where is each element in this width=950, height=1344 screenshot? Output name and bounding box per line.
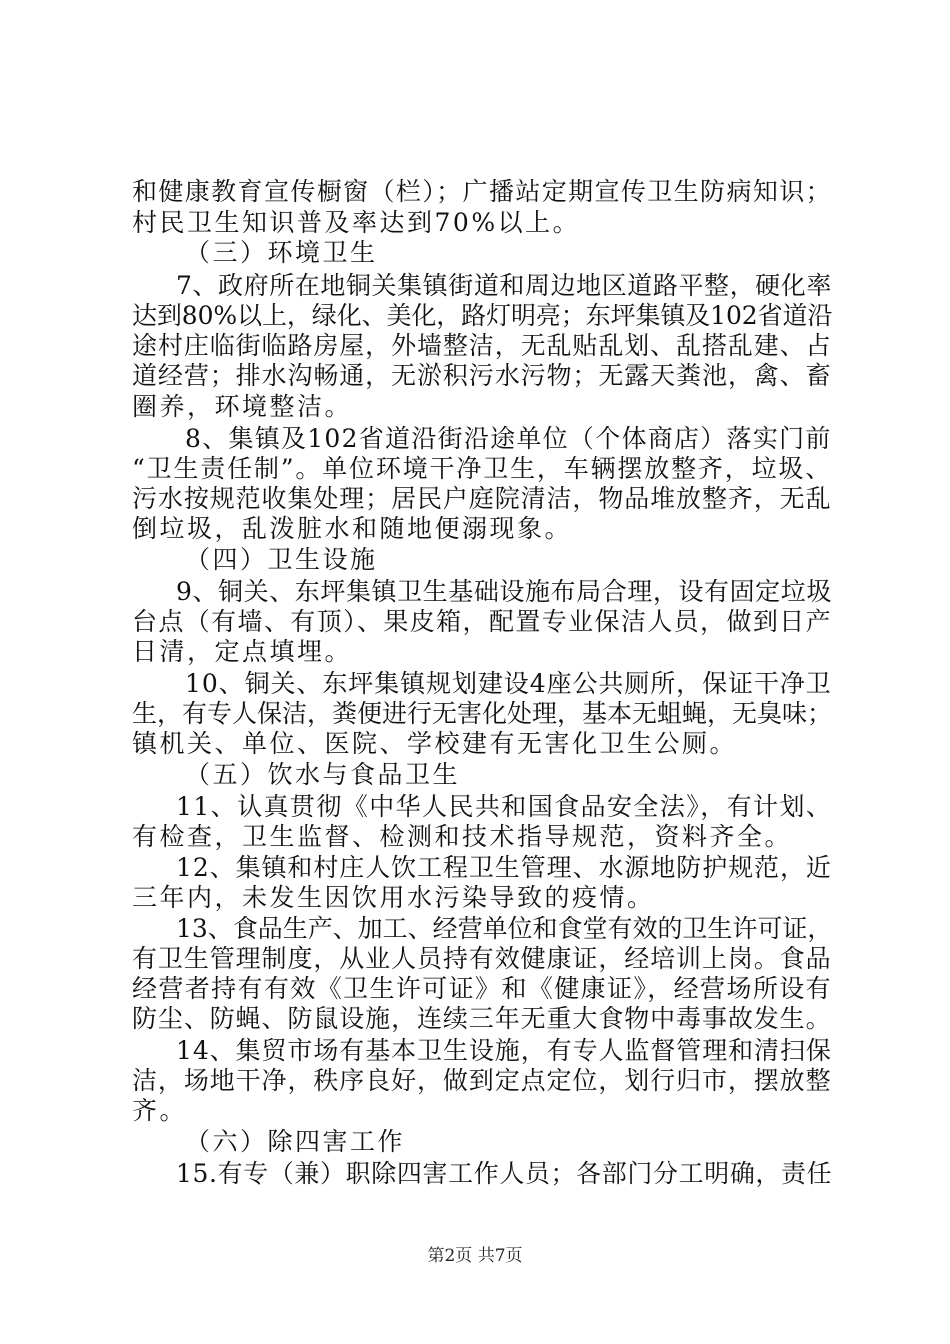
text-line: 道经营；排水沟畅通，无淤积污水污物；无露天粪池，禽、畜 — [132, 361, 832, 390]
text-line: 洁，场地干净，秩序良好，做到定点定位，划行归市，摆放整 — [132, 1066, 832, 1095]
text-line: 有检查，卫生监督、检测和技术指导规范，资料齐全。 — [132, 822, 793, 851]
text-line: 三年内，未发生因饮用水污染导致的疫情。 — [132, 883, 655, 912]
text-line: 污水按规范收集处理；居民户庭院清洁，物品堆放整齐，无乱 — [132, 484, 832, 513]
text-line: 7、政府所在地铜关集镇街道和周边地区道路平整，硬化率 — [176, 271, 832, 300]
text-line: 8、集镇及102省道沿街沿途单位（个体商店）落实门前 — [185, 424, 832, 453]
text-line: 防尘、防蝇、防鼠设施，连续三年无重大食物中毒事故发生。 — [132, 1004, 832, 1033]
text-line: 经营者持有有效《卫生许可证》和《健康证》，经营场所设有 — [132, 974, 833, 1003]
section-heading: （五）饮水与食品卫生 — [185, 760, 461, 789]
text-line: 有卫生管理制度，从业人员持有效健康证，经培训上岗。食品 — [132, 944, 832, 973]
text-line: 齐。 — [132, 1096, 188, 1125]
text-line: 日清，定点填埋。 — [132, 637, 353, 666]
text-line: 达到80%以上，绿化、美化，路灯明亮；东坪集镇及102省道沿 — [132, 301, 833, 330]
text-line: 9、铜关、东坪集镇卫生基础设施布局合理，设有固定垃圾 — [176, 577, 832, 606]
text-line: 10、铜关、东坪集镇规划建设4座公共厕所，保证干净卫 — [185, 669, 832, 698]
text-line: 台点（有墙、有顶）、果皮箱，配置专业保洁人员，做到日产 — [132, 607, 833, 636]
text-line: 圈养，环境整洁。 — [132, 392, 353, 421]
section-heading: （六）除四害工作 — [185, 1127, 406, 1156]
text-line: 13、食品生产、加工、经营单位和食堂有效的卫生许可证， — [176, 914, 833, 943]
text-line: 11、认真贯彻《中华人民共和国食品安全法》，有计划、 — [176, 792, 833, 821]
text-line: 途村庄临街临路房屋，外墙整洁，无乱贴乱划、乱搭乱建、占 — [132, 331, 832, 360]
text-line: 12、集镇和村庄人饮工程卫生管理、水源地防护规范，近 — [176, 853, 832, 882]
section-heading: （四）卫生设施 — [185, 545, 378, 574]
text-line: 村民卫生知识普及率达到70%以上。 — [132, 208, 581, 237]
text-line: “卫生责任制”。单位环境干净卫生，车辆摆放整齐，垃圾、 — [132, 454, 833, 483]
text-line: 14、集贸市场有基本卫生设施，有专人监督管理和清扫保 — [176, 1036, 832, 1065]
page-number-footer: 第2页 共7页 — [427, 1246, 523, 1266]
text-line: 15.有专（兼）职除四害工作人员；各部门分工明确，责任 — [176, 1159, 833, 1188]
text-line: 和健康教育宣传橱窗（栏）；广播站定期宣传卫生防病知识； — [132, 177, 833, 206]
section-heading: （三）环境卫生 — [185, 238, 378, 267]
text-line: 生，有专人保洁，粪便进行无害化处理，基本无蛆蝇，无臭味； — [132, 699, 833, 728]
text-line: 倒垃圾，乱泼脏水和随地便溺现象。 — [132, 514, 573, 543]
text-line: 镇机关、单位、医院、学校建有无害化卫生公厕。 — [132, 729, 738, 758]
